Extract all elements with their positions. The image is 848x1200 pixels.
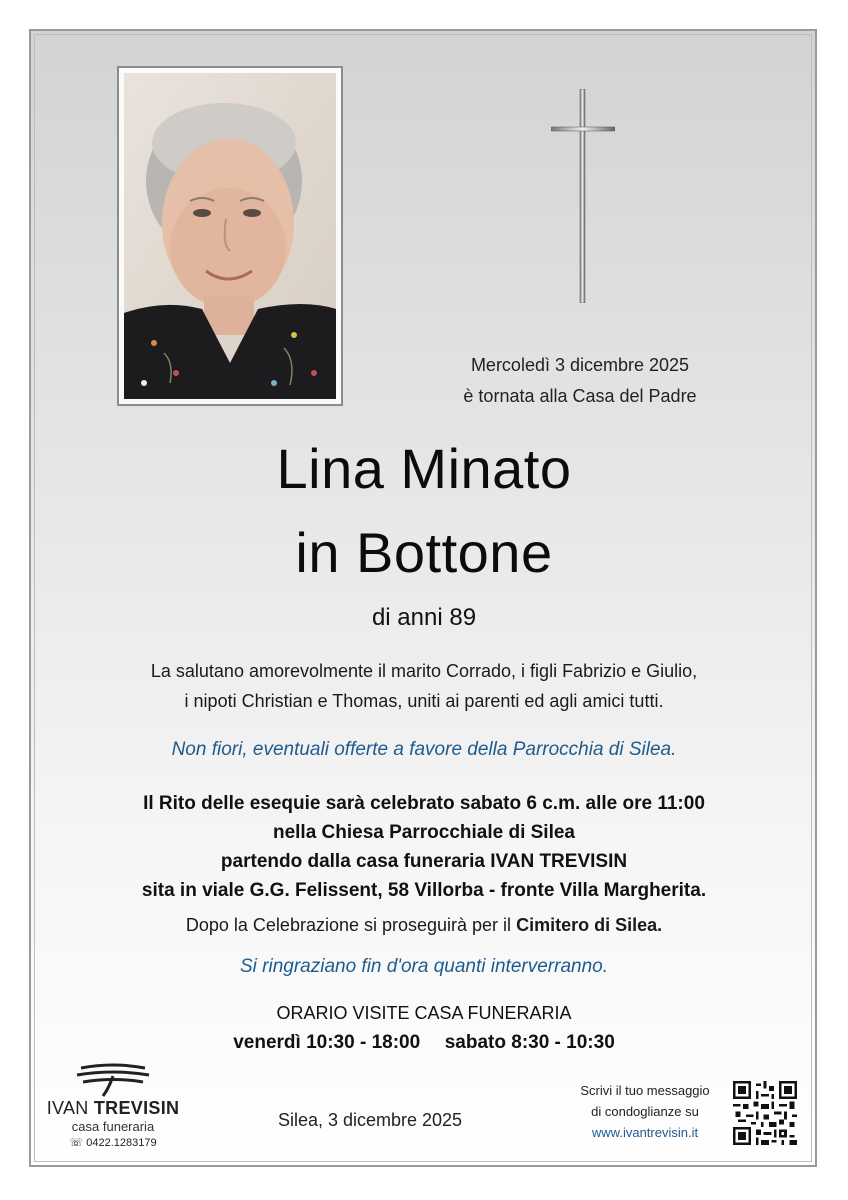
funeral-home-logo <box>38 1062 188 1162</box>
cemetery-line-prefix: Dopo la Celebrazione si proseguirà per il <box>185 915 512 935</box>
logo-name-regular: IVAN <box>46 1098 89 1118</box>
logo-phone-number: 0422.1283179 <box>86 1137 157 1149</box>
funeral-line-4: sita in viale G.G. Felissent, 58 Villorba - fronte Villa Margherita. <box>141 880 707 901</box>
visits-friday: venerdì 10:30 - 18:00 <box>233 1032 421 1053</box>
cemetery-name: Cimitero di Silea. <box>516 915 663 935</box>
thanks-note: Si ringraziano fin d'ora quanti interverranno. <box>239 956 608 977</box>
funeral-line-3: partendo dalla casa funeraria IVAN TREVISIN <box>220 851 628 872</box>
website-link[interactable]: www.ivantrevisin.it <box>591 1125 699 1140</box>
phone-icon: ☏ <box>69 1137 84 1149</box>
logo-name-bold: TREVISIN <box>93 1098 180 1118</box>
funeral-line-1: Il Rito delle esequie sarà celebrato sabato 6 c.m. alle ore 11:00 <box>143 793 705 814</box>
cross-icon <box>551 89 615 303</box>
visits-hours <box>0 1032 848 1054</box>
portrait-frame <box>117 66 343 406</box>
death-date: Mercoledì 3 dicembre 2025 <box>470 355 690 375</box>
condolences-line-2: di condoglianze su <box>591 1104 699 1119</box>
deceased-name: Lina Minato <box>276 437 572 500</box>
qr-code-icon[interactable] <box>733 1081 797 1145</box>
condolences-block <box>560 1080 730 1143</box>
family-line-2: i nipoti Christian e Thomas, uniti ai parenti ed agli amici tutti. <box>184 691 664 711</box>
family-line-1: La salutano amorevolmente il marito Corrado, i figli Fabrizio e Giulio, <box>150 661 698 681</box>
deceased-married-name: in Bottone <box>295 521 553 584</box>
portrait-image <box>124 73 336 399</box>
place-date: Silea, 3 dicembre 2025 <box>277 1110 463 1130</box>
visits-saturday: sabato 8:30 - 10:30 <box>444 1032 615 1053</box>
deceased-age: di anni 89 <box>371 604 477 631</box>
portrait-photo <box>124 73 336 399</box>
logo-phone <box>38 1136 188 1149</box>
visits-title: ORARIO VISITE CASA FUNERARIA <box>276 1003 572 1023</box>
flowers-note: Non fiori, eventuali offerte a favore della Parrocchia di Silea. <box>171 739 677 760</box>
returned-to-father-line: è tornata alla Casa del Padre <box>463 386 697 406</box>
tree-logo-icon <box>73 1062 153 1098</box>
condolences-line-1: Scrivi il tuo messaggio <box>580 1083 710 1098</box>
logo-name <box>38 1098 188 1119</box>
funeral-line-2: nella Chiesa Parrocchiale di Silea <box>272 822 576 843</box>
cemetery-line <box>0 915 848 936</box>
logo-subtitle: casa funeraria <box>71 1119 155 1134</box>
